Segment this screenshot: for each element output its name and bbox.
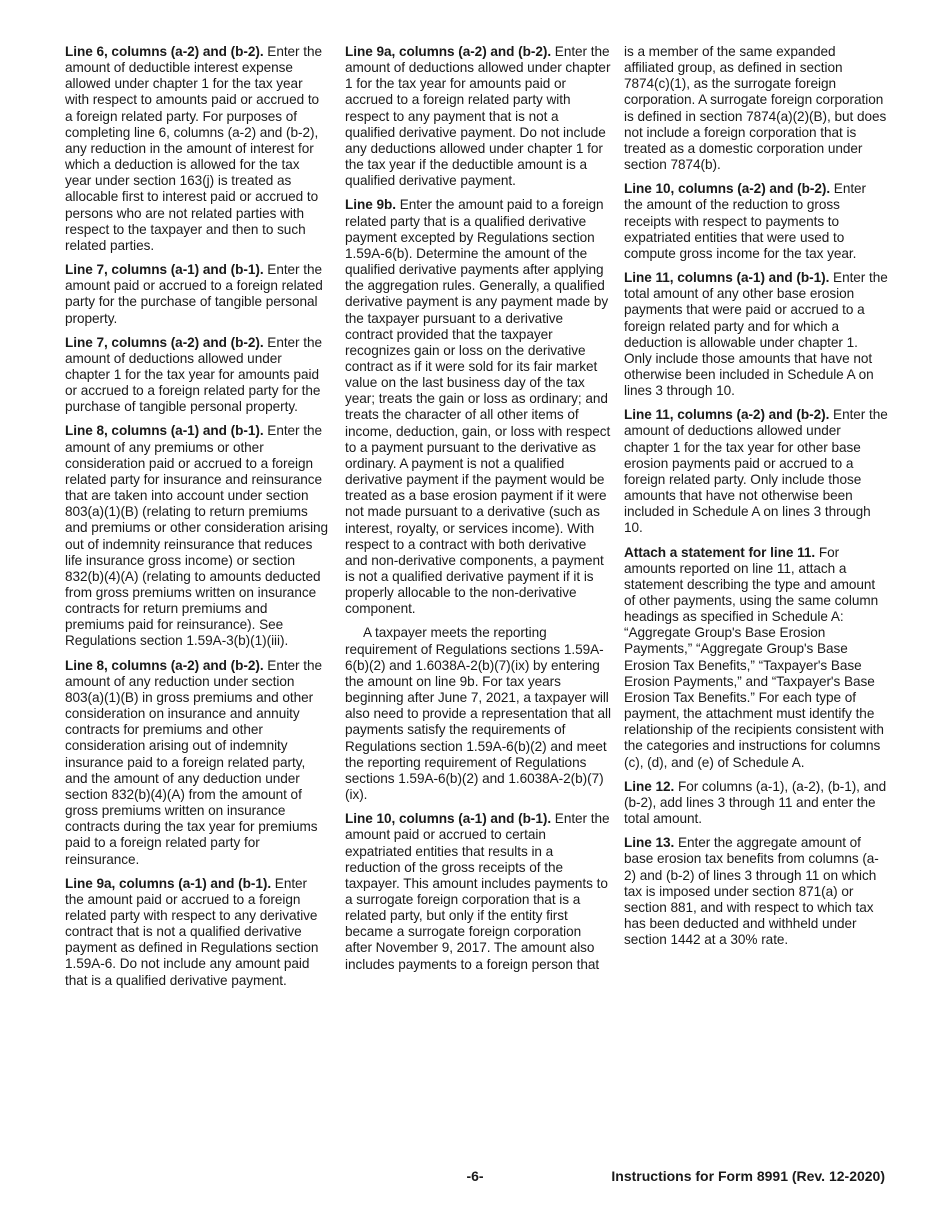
paragraph-heading: Line 8, columns (a-1) and (b-1). — [65, 423, 264, 439]
paragraph-heading: Line 11, columns (a-2) and (b-2). — [624, 407, 830, 423]
paragraph-heading: Line 12. — [624, 778, 675, 794]
paragraph-heading: Line 10, columns (a-2) and (b-2). — [624, 181, 831, 197]
paragraph — [65, 423, 329, 649]
paragraph-text: For amounts reported on line 11, attach a statement describing the type and amount of other payments, using the same column headings as specified in Schedule A: “Aggregate Group's Base Erosion Payments,” “Aggregate Group's Base Erosion Tax Benefits,” “Taxpayer's Base Erosion Payments,” and “Taxpayer's Base Erosion Tax Benefits.” For each type of payment, the attachment must identify the relationship of the recipients consistent with the categories and instructions for columns (c), (d), and (e) of Schedule A. — [624, 544, 884, 770]
text-column-3 — [624, 44, 888, 956]
paragraph-heading: Line 7, columns (a-1) and (b-1). — [65, 262, 264, 278]
paragraph-text: Enter the amount paid or accrued to a foreign related party with respect to any derivative contract that is not a qualified derivative payment as defined in Regulations section 1.59A-6. Do not include any amount paid that is a qualified derivative payment. — [65, 875, 319, 988]
paragraph-heading: Line 8, columns (a-2) and (b-2). — [65, 657, 264, 673]
paragraph-heading: Line 7, columns (a-2) and (b-2). — [65, 334, 264, 350]
paragraph — [624, 270, 888, 399]
paragraph — [624, 545, 888, 771]
paragraph — [624, 407, 888, 536]
paragraph-text: Enter the amount paid or accrued to a foreign related party for the purchase of tangible personal property. — [65, 262, 323, 326]
paragraph-text: Enter the amount of any premiums or other consideration paid or accrued to a foreign related party for insurance and reinsurance that are taken into account under section 803(a)(1)(B) (relating to return premiums and premiums or other consideration arising out of indemnity reinsurance that reduces life insurance gross income) or section 832(b)(4)(A) (relating to amounts deducted from gross premiums written on insurance contracts for return premiums and premiums paid for reinsurance). See Regulations section 1.59A-3(b)(1)(iii). — [65, 423, 329, 649]
paragraph-heading: Line 9b. — [345, 197, 396, 213]
page-number: -6- — [466, 1168, 484, 1184]
paragraph-text: Enter the amount of deductions allowed under chapter 1 for the tax year for other base erosion payments paid or accrued to a foreign related party. Only include those amounts that have not otherwise been included in Schedule A on lines 3 through 10. — [624, 407, 888, 536]
paragraph-text: is a member of the same expanded affiliated group, as defined in section 7874(c)(1), as the surrogate foreign corporation. A surrogate foreign corporation is defined in section 7874(a)(2)(B), but does not include a foreign corporation that is treated as a domestic corporation under section 7874(b). — [624, 44, 887, 173]
paragraph — [345, 44, 611, 189]
paragraph-text: Enter the amount of deductions allowed under chapter 1 for the tax year for amounts paid or accrued to a foreign related party with respect to any payment that is not a qualified derivative payment. Do not include any deductions allowed under chapter 1 for the tax year if the deductible amount is a qualified derivative payment. — [345, 44, 611, 189]
paragraph-text: Enter the aggregate amount of base erosion tax benefits from columns (a-2) and (b-2) of lines 3 through 11 on which tax is imposed under section 871(a) or section 881, and with respect to which tax has been deducted and withheld under section 1442 at a 30% rate. — [624, 835, 879, 948]
paragraph-text: Enter the amount of deductible interest expense allowed under chapter 1 for the tax year with respect to amounts paid or accrued to a foreign related party. For purposes of completing line 6, columns (a-2) and (b-2), any reduction in the amount of interest for which a deduction is allowed for the tax year under section 163(j) is treated as allocable first to interest paid or accrued to persons who are not related parties with respect to the taxpayer and then to such related parties. — [65, 44, 323, 253]
paragraph — [624, 181, 888, 262]
paragraph-text: Enter the amount of the reduction to gross receipts with respect to payments to expatriated entities that were used to compute gross income for the tax year. — [624, 181, 867, 261]
paragraph-heading: Attach a statement for line 11. — [624, 544, 816, 560]
paragraph — [65, 44, 329, 254]
paragraph-heading: Line 9a, columns (a-2) and (b-2). — [345, 44, 552, 59]
paragraph-text: Enter the amount paid to a foreign related party that is a qualified derivative payment excepted by Regulations section 1.59A-6(b). Determine the amount of the qualified derivative payments after applying the aggregation rules. Generally, a qualified derivative payment is any payment made by the taxpayer pursuant to a derivative contract provided that the taxpayer recognizes gain or loss on the derivative contract as if it were sold for its fair market value on the last business day of the tax year; treats the gain or loss as ordinary; and treats the character of all other items of income, deduction, gain, or loss with respect to a payment pursuant to the derivative as ordinary. A payment is not a qualified derivative payment if the payment would be treated as a base erosion payment if it were not made pursuant to a derivative (such as interest, royalty, or services income). With respect to a contract with both derivative and non-derivative components, a payment is not a qualified derivative payment if it is properly allocable to the non-derivative component. — [345, 197, 611, 617]
text-column-2 — [345, 44, 611, 981]
paragraph-heading: Line 6, columns (a-2) and (b-2). — [65, 44, 264, 59]
paragraph — [624, 44, 888, 173]
paragraph — [345, 811, 611, 973]
paragraph — [65, 262, 329, 327]
paragraph-text: For columns (a-1), (a-2), (b-1), and (b-2), add lines 3 through 11 and enter the total amount. — [624, 778, 887, 827]
paragraph-heading: Line 10, columns (a-1) and (b-1). — [345, 811, 552, 827]
paragraph-text: Enter the amount paid or accrued to certain expatriated entities that results in a reduction of the gross receipts of the taxpayer. This amount includes payments to a surrogate foreign corporation that is a related party, but only if the entity first became a surrogate foreign corporation after November 9, 2017. The amount also includes payments to a foreign person that — [345, 811, 610, 972]
text-column-1 — [65, 44, 329, 997]
paragraph — [624, 835, 888, 948]
paragraph-heading: Line 11, columns (a-1) and (b-1). — [624, 270, 830, 286]
paragraph-heading: Line 9a, columns (a-1) and (b-1). — [65, 875, 272, 891]
paragraph — [65, 658, 329, 868]
paragraph — [65, 876, 329, 989]
paragraph-text: Enter the total amount of any other base erosion payments that were paid or accrued to a foreign related party and for which a deduction is allowable under chapter 1. Only include those amounts that have not otherwise been included in Schedule A on lines 3 through 10. — [624, 270, 888, 399]
paragraph-text: Enter the amount of deductions allowed under chapter 1 for the tax year for amounts paid or accrued to a foreign related party for the purchase of tangible personal property. — [65, 334, 323, 415]
paragraph — [65, 335, 329, 416]
paragraph-heading: Line 13. — [624, 835, 675, 851]
paragraph — [345, 197, 611, 617]
paragraph — [345, 625, 611, 803]
document-title: Instructions for Form 8991 (Rev. 12-2020) — [611, 1168, 885, 1184]
paragraph-text: Enter the amount of any reduction under section 803(a)(1)(B) in gross premiums and other consideration on insurance and annuity contracts for premiums and other consideration arising out of indemnity insurance paid to a foreign related party, and the amount of any deduction under section 832(b)(4)(A) from the amount of gross premiums written on insurance contracts during the tax year for premiums paid to a foreign related party for reinsurance. — [65, 657, 323, 867]
paragraph — [624, 779, 888, 827]
paragraph-text: A taxpayer meets the reporting requirement of Regulations sections 1.59A-6(b)(2) and 1.6038A-2(b)(7)(ix) by entering the amount on line 9b. For tax years beginning after June 7, 2021, a taxpayer will also need to provide a representation that all payments satisfy the requirements of Regulations section 1.59A-6(b)(2) and meet the reporting requirement of Regulations sections 1.59A-6(b)(2) and 1.6038A-2(b)(7)(ix). — [345, 625, 611, 803]
